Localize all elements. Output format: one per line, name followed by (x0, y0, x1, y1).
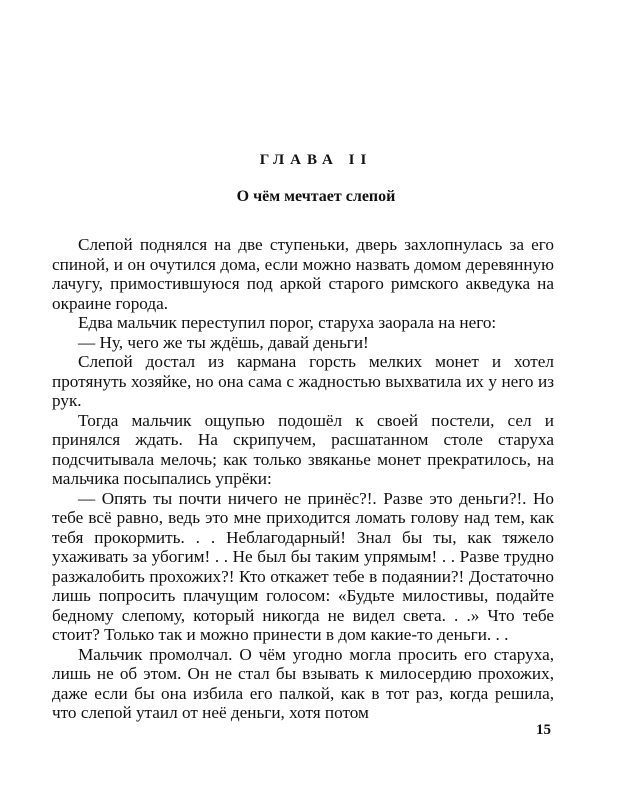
paragraph: Едва мальчик переступил порог, старуха заорала на него: (78, 313, 497, 332)
chapter-title: О чём мечтает слепой (236, 188, 396, 205)
chapter-heading: ГЛАВА II (259, 152, 373, 168)
paragraph: Слепой поднялся на две ступеньки, дверь захлопнулась за его спиной, и он очутился дома, если можно назвать домом деревянную лачугу, примостившуюся под аркой старого римского акведука на окраине города. (52, 235, 554, 313)
paragraph: Тогда мальчик ощупью подошёл к своей постели, сел и принялся ждать. На скрипучем, расшатанном столе старуха подсчитывала мелочь; как только звяканье монет прекратилось, на мальчика посыпались упрёки: (52, 410, 554, 488)
paragraph: Мальчик промолчал. О чём угодно могла просить его старуха, лишь не об этом. Он не стал бы взывать к милосердию прохожих, даже если бы она избила его палкой, как в тот раз, когда решила, что слепой утаил от неё деньги, хотя потом (52, 644, 554, 722)
body-text (52, 235, 554, 723)
paragraph: — Опять ты почти ничего не принёс?!. Разве это деньги?!. Но тебе всё равно, ведь это мне приходится ломать голову над тем, как тебя прокормить. . . Неблагодарный! Знал бы ты, как тяжело ухаживать за убогим! . . Не был бы таким упрямым! . . Разве трудно разжалобить прохожих?! Кто откажет тебе в подаянии?! Достаточно лишь попросить плачущим голосом: «Будьте милостивы, подайте бедному слепому, который никогда не видел света. . .» Что тебе стоит? Только так и можно принести в дом какие-то деньги. . . (52, 488, 554, 644)
paragraph: Слепой достал из кармана горсть мелких монет и хотел протянуть хозяйке, но она сама с жадностью выхватила их у него из рук. (52, 352, 554, 410)
paragraph: — Ну, чего же ты ждёшь, давай деньги! (78, 332, 369, 352)
page-number: 15 (536, 722, 551, 738)
